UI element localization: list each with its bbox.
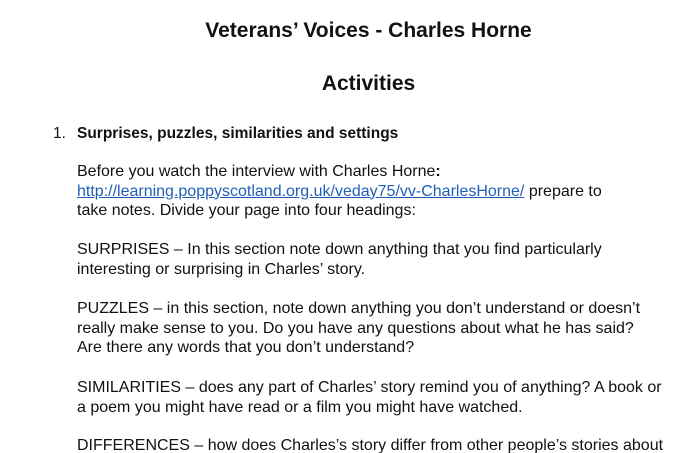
puzzles-line: PUZZLES – in this section, note down anything you don’t understand or doesn’t <box>77 300 641 317</box>
list-item-number: 1. <box>53 125 66 142</box>
similarities-paragraph <box>77 378 687 417</box>
document-subtitle: Activities <box>321 72 416 95</box>
intro-line-1 <box>77 162 687 182</box>
puzzles-line: really make sense to you. Do you have any questions about what he has said? <box>77 319 634 337</box>
differences-paragraph <box>77 436 687 453</box>
surprises-line: interesting or surprising in Charles’ story. <box>77 260 366 278</box>
differences-line: DIFFERENCES – how does Charles’s story differ from other people’s stories about <box>77 437 664 453</box>
puzzles-paragraph <box>77 299 687 358</box>
intro-lead-text: Before you watch the interview with Charles Horne <box>77 163 436 180</box>
similarities-line: a poem you might have read or a film you might have watched. <box>77 398 523 416</box>
intro-line-2 <box>77 182 687 202</box>
intro-after-link-text: prepare to <box>524 182 602 200</box>
surprises-line: SURPRISES – In this section note down anything that you find particularly <box>77 241 602 258</box>
surprises-paragraph <box>77 240 687 279</box>
list-item-heading: Surprises, puzzles, similarities and settings <box>77 125 399 142</box>
similarities-line: SIMILARITIES – does any part of Charles’ story remind you of anything? A book or <box>77 379 662 396</box>
document-title: Veterans’ Voices - Charles Horne <box>205 19 532 42</box>
intro-colon: : <box>435 163 441 180</box>
interview-link[interactable]: http://learning.poppyscotland.org.uk/veday75/vv-CharlesHorne/ <box>77 182 525 200</box>
intro-line-3: take notes. Divide your page into four headings: <box>77 202 416 219</box>
puzzles-line: Are there any words that you don’t understand? <box>77 339 415 356</box>
intro-paragraph <box>77 162 687 221</box>
